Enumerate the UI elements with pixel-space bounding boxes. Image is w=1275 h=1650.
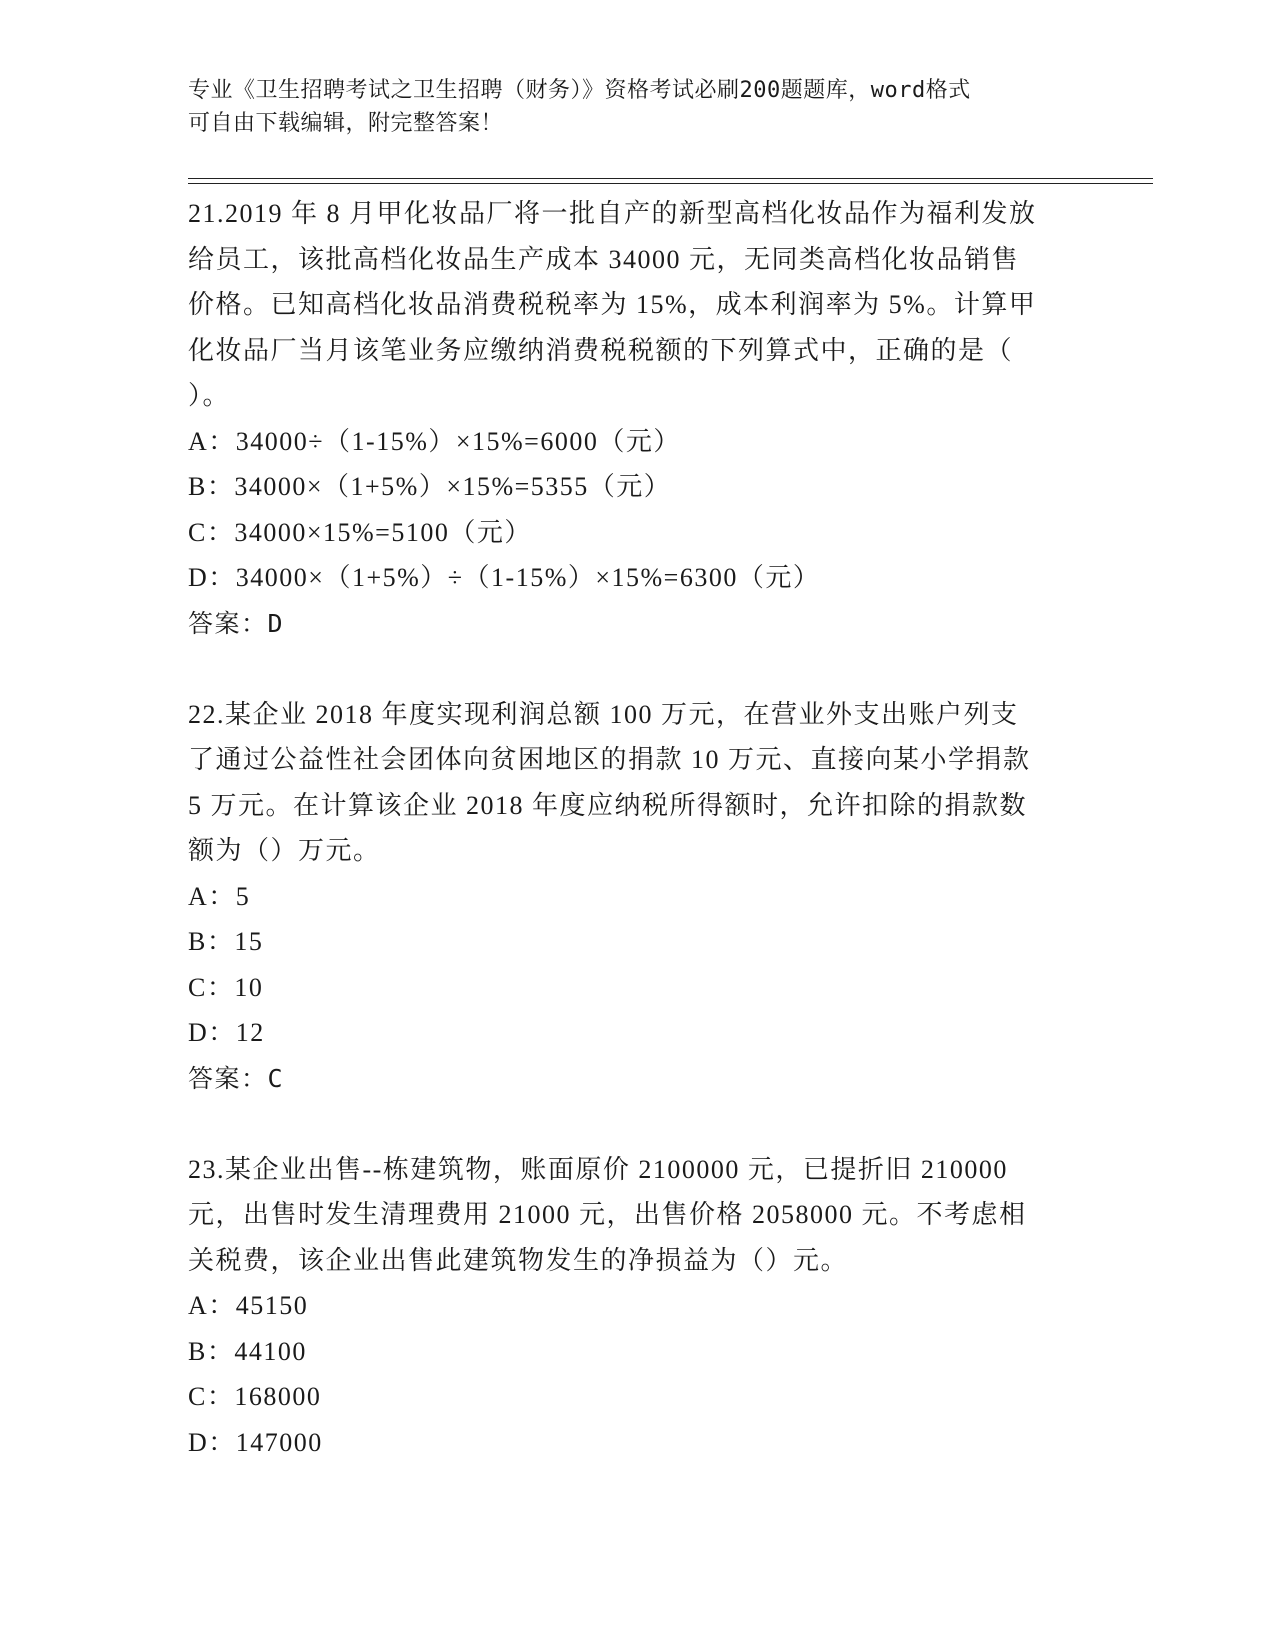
stem-line: 给员工，该批高档化妆品生产成本 34000 元，无同类高档化妆品销售 <box>188 244 1020 274</box>
question-stem <box>188 191 1088 419</box>
stem-line: 了通过公益性社会团体向贫困地区的捐款 10 万元、直接向某小学捐款 <box>188 745 1031 774</box>
header-rule <box>188 183 1153 184</box>
option-list <box>188 419 1088 601</box>
option-list <box>188 1283 1088 1465</box>
header-rule <box>188 178 1153 179</box>
stem-line: 22.某企业 2018 年度实现利润总额 100 万元，在营业外支出账户列支 <box>188 699 1019 729</box>
stem-line: 关税费，该企业出售此建筑物发生的净损益为（）元。 <box>188 1245 849 1275</box>
spacer <box>188 646 1088 692</box>
question-21 <box>188 191 1088 646</box>
stem-line: 5 万元。在计算该企业 2018 年度应纳税所得额时，允许扣除的捐款数 <box>188 790 1028 820</box>
option-a: A：5 <box>188 881 251 911</box>
stem-line: 23.某企业出售--栋建筑物，账面原价 2100000 元，已提折旧 210000 <box>188 1154 1008 1184</box>
question-22 <box>188 692 1088 1102</box>
spacer <box>188 1101 1088 1147</box>
stem-line: 元，出售时发生清理费用 21000 元，出售价格 2058000 元。不考虑相 <box>188 1200 1027 1229</box>
option-c: C：168000 <box>188 1382 322 1411</box>
question-list <box>188 191 1088 1465</box>
answer-text: 答案：C <box>188 1063 285 1093</box>
answer-text: 答案：D <box>188 608 285 638</box>
option-b: B：44100 <box>188 1336 307 1366</box>
option-d: D：12 <box>188 1018 265 1047</box>
question-stem <box>188 692 1088 874</box>
stem-line: 额为（）万元。 <box>188 836 381 865</box>
option-list <box>188 874 1088 1056</box>
header-line: 专业《卫生招聘考试之卫生招聘（财务）》资格考试必刷200题题库，word格式 <box>188 78 971 103</box>
question-23 <box>188 1147 1088 1466</box>
option-d: D：34000×（1+5%）÷（1-15%）×15%=6300（元） <box>188 563 821 592</box>
stem-line: 21.2019 年 8 月甲化妆品厂将一批自产的新型高档化妆品作为福利发放 <box>188 199 1037 228</box>
option-c: C：34000×15%=5100（元） <box>188 517 532 547</box>
stem-line: 价格。已知高档化妆品消费税税率为 15%，成本利润率为 5%。计算甲 <box>188 290 1037 319</box>
stem-line: ）。 <box>188 381 231 410</box>
option-b: B：34000×（1+5%）×15%=5355（元） <box>188 472 672 501</box>
option-c: C：10 <box>188 972 264 1002</box>
stem-line: 化妆品厂当月该笔业务应缴纳消费税税额的下列算式中，正确的是（ <box>188 335 1014 365</box>
header-line: 可自由下载编辑，附完整答案！ <box>188 111 504 136</box>
option-b: B：15 <box>188 927 264 956</box>
option-d: D：147000 <box>188 1427 323 1457</box>
question-stem <box>188 1147 1088 1284</box>
document-header <box>188 74 1088 140</box>
option-a: A：45150 <box>188 1291 309 1320</box>
option-a: A：34000÷（1-15%）×15%=6000（元） <box>188 426 681 456</box>
